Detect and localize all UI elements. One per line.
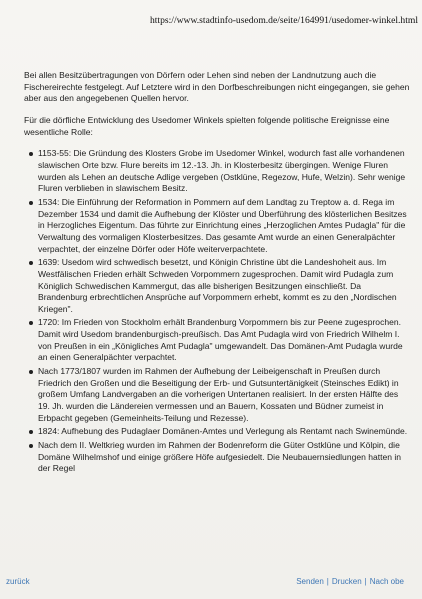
list-item <box>24 148 410 195</box>
back-link[interactable]: zurück <box>6 577 30 586</box>
list-item-text: Nach dem II. Weltkrieg wurden im Rahmen der Bodenreform die Güter Ostklüne und Kölpin, die Domäne Wilhelmshof und einige größere Höfe aufgesiedelt. Die Neubauernsiedlungen hatten in der Regel <box>38 440 401 474</box>
article-body <box>24 70 410 477</box>
page-url: https://www.stadtinfo-usedom.de/seite/164991/usedomer-winkel.html <box>149 15 418 26</box>
list-item-text: 1720: Im Frieden von Stockholm erhält Brandenburg Vorpommern bis zur Peene zugesprochen. Damit wird Usedom brandenburgisch-preußisch. Das Amt Pudagla wird von Friedrich Wilhelm I. von Preußen in ein „Königliches Amt Pudagla" umgewandelt. Das Domänen-Amt Pudagla wurde an einen Generalpächter verpachtet. <box>38 317 403 363</box>
list-item <box>24 426 410 438</box>
list-item <box>24 366 410 424</box>
footer-actions <box>296 577 404 586</box>
intro-paragraph: Bei allen Besitzübertragungen von Dörfern oder Lehen sind neben der Landnutzung auch die Fischereirechte festgelegt. Auf Letztere wird in den Dorfbeschreibungen nicht eingegangen, sie gehen aber aus den angegebenen Quellen hervor. <box>24 70 410 104</box>
bullet-icon <box>29 444 33 448</box>
bullet-icon <box>29 201 33 205</box>
events-list <box>24 148 410 475</box>
separator: | <box>326 577 329 586</box>
bullet-icon <box>29 430 33 434</box>
bullet-icon <box>29 261 33 265</box>
list-item-text: Nach 1773/1807 wurden im Rahmen der Aufhebung der Leibeigenschaft in Preußen durch Friedrich den Großen und die Beseitigung der Erb- und Gutsuntertänigkeit (Steinsches Edikt) in großem Umfang Landvergaben an die vorherigen Untertanen realisiert. In der ersten Hälfte des 19. Jh. wurden die Ländereien vermessen und an Bauern, Kossaten und Büdner zumeist in Erbpacht gegeben (Gemeinheits-Teilung und Rezesse). <box>38 366 399 423</box>
events-intro-paragraph: Für die dörfliche Entwicklung des Usedomer Winkels spielten folgende politische Ereignisse eine wesentliche Rolle: <box>24 114 390 137</box>
list-item <box>24 197 410 255</box>
bullet-icon <box>29 370 33 374</box>
bullet-icon <box>29 321 33 325</box>
list-item-text: 1824: Aufhebung des Pudaglaer Domänen-Amtes und Verlegung als Rentamt nach Swinemünde. <box>38 426 408 437</box>
bullet-icon <box>29 152 33 156</box>
send-link[interactable]: Senden <box>296 577 324 586</box>
list-item-text: 1534: Die Einführung der Reformation in Pommern auf dem Landtag zu Treptow a. d. Rega im Dezember 1534 und damit die Aufhebung der Klöster und Überführung des klösterlichen Besitzes in Herzogliches Eigentum. Das führte zur Einrichtung eines „Herzoglichen Amtes Pudagla" für die Verwaltung des vormaligen Klosterbesitzes. Das gesamte Amt wurde an einen Generalpächter verpachtet, der einzelne Dörfer oder Höfe weiterverpachtete. <box>38 196 407 254</box>
list-item <box>24 440 410 475</box>
list-item-text: 1153-55: Die Gründung des Klosters Grobe im Usedomer Winkel, wodurch fast alle vorhandenen slawischen Orte bzw. Flure bereits im 12.-13. Jh. in Klosterbesitz übergingen. Wenige Fluren wurden als Lehen an deutsche Adlige vergeben (Ostklüne, Regezow, Hufe, Welzin). Sehr wenige Fluren verblieben in slawischem Besitz. <box>38 148 406 194</box>
print-link[interactable]: Drucken <box>331 577 362 586</box>
scroll-top-link[interactable]: Nach obe <box>369 577 404 586</box>
list-item <box>24 317 410 364</box>
list-item <box>24 257 410 315</box>
list-item-text: 1639: Usedom wird schwedisch besetzt, und Königin Christine übt die Landeshoheit aus. Im Westfälischen Frieden erhält Schweden Vorpommern zugesprochen. Damit wird Pudagla zum Königlich Schwedischen Kammergut, das alle bisherigen Besitzungen einschließt. Da Brandenburg erbrechtlichen Ansprüche auf Vorpommern erhebt, kommt es zu den „Nordischen Kriegen". <box>38 257 397 314</box>
separator: | <box>364 577 367 586</box>
